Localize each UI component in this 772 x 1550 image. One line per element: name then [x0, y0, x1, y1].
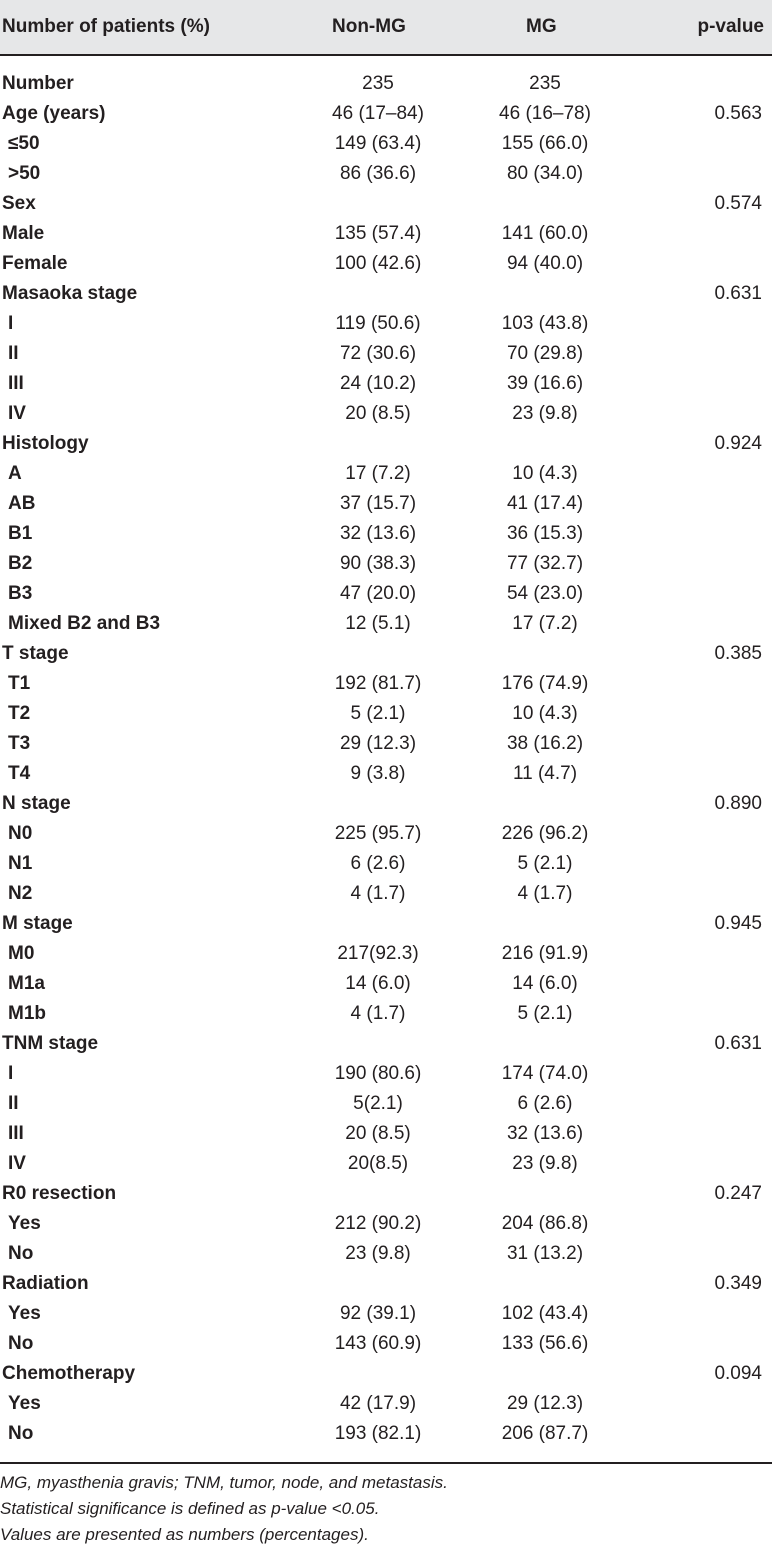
row-label: Masaoka stage — [2, 283, 138, 304]
row-label: IV — [8, 1153, 26, 1174]
row-label: N stage — [2, 793, 71, 814]
row-label: I — [8, 1063, 14, 1084]
row-mg-value: 14 (6.0) — [512, 973, 578, 994]
table-row — [0, 909, 772, 939]
header-p-value: p-value — [697, 16, 764, 37]
table-row — [0, 699, 772, 729]
row-mg-value: 23 (9.8) — [512, 403, 578, 424]
row-label: T4 — [8, 763, 31, 784]
row-p-value: 0.924 — [714, 433, 762, 454]
row-non-mg-value: 190 (80.6) — [334, 1063, 422, 1084]
row-non-mg-value: 100 (42.6) — [334, 253, 422, 274]
row-non-mg-value: 37 (15.7) — [339, 493, 417, 514]
row-non-mg-value: 92 (39.1) — [339, 1303, 417, 1324]
row-label: N2 — [8, 883, 33, 904]
row-non-mg-value: 4 (1.7) — [350, 883, 406, 904]
row-non-mg-value: 225 (95.7) — [334, 823, 422, 844]
row-label: N0 — [8, 823, 33, 844]
row-label: Female — [2, 253, 68, 274]
table-row — [0, 279, 772, 309]
row-mg-value: 204 (86.8) — [501, 1213, 589, 1234]
row-mg-value: 235 — [529, 73, 561, 94]
header-non-mg: Non-MG — [332, 16, 406, 37]
row-non-mg-value: 47 (20.0) — [339, 583, 417, 604]
row-label: Mixed B2 and B3 — [8, 613, 161, 634]
table-row — [0, 189, 772, 219]
table-row — [0, 849, 772, 879]
row-p-value: 0.631 — [714, 1033, 762, 1054]
row-non-mg-value: 20(8.5) — [347, 1153, 409, 1174]
row-mg-value: 39 (16.6) — [506, 373, 584, 394]
row-non-mg-value: 5 (2.1) — [350, 703, 406, 724]
row-non-mg-value: 217(92.3) — [337, 943, 419, 964]
row-non-mg-value: 29 (12.3) — [339, 733, 417, 754]
footnote-abbreviations: MG, myasthenia gravis; TNM, tumor, node, and metastasis. — [0, 1473, 448, 1492]
row-non-mg-value: 5(2.1) — [353, 1093, 403, 1114]
table-row — [0, 339, 772, 369]
row-mg-value: 141 (60.0) — [501, 223, 589, 244]
footnote-significance: Statistical significance is defined as p-value <0.05. — [0, 1499, 380, 1518]
row-label: Histology — [2, 433, 89, 454]
table-row — [0, 1179, 772, 1209]
row-non-mg-value: 20 (8.5) — [345, 403, 411, 424]
row-label: Age (years) — [2, 103, 106, 124]
table-row — [0, 669, 772, 699]
table-row — [0, 639, 772, 669]
table-row — [0, 1419, 772, 1449]
row-mg-value: 38 (16.2) — [506, 733, 584, 754]
row-non-mg-value: 90 (38.3) — [339, 553, 417, 574]
table-row — [0, 1209, 772, 1239]
row-non-mg-value: 20 (8.5) — [345, 1123, 411, 1144]
table-row — [0, 1029, 772, 1059]
row-label: Yes — [8, 1303, 41, 1324]
row-label: >50 — [8, 163, 41, 184]
table-row — [0, 1269, 772, 1299]
row-mg-value: 10 (4.3) — [512, 463, 578, 484]
table-row — [0, 519, 772, 549]
row-p-value: 0.563 — [714, 103, 762, 124]
row-non-mg-value: 14 (6.0) — [345, 973, 411, 994]
row-mg-value: 206 (87.7) — [501, 1423, 589, 1444]
row-mg-value: 176 (74.9) — [501, 673, 589, 694]
row-p-value: 0.385 — [714, 643, 762, 664]
row-mg-value: 23 (9.8) — [512, 1153, 578, 1174]
row-non-mg-value: 119 (50.6) — [335, 313, 421, 334]
row-mg-value: 103 (43.8) — [501, 313, 589, 334]
row-mg-value: 94 (40.0) — [506, 253, 584, 274]
footnote-values: Values are presented as numbers (percentages). — [0, 1525, 369, 1544]
row-mg-value: 46 (16–78) — [499, 103, 591, 124]
table-row — [0, 129, 772, 159]
table-row — [0, 1239, 772, 1269]
row-label: III — [8, 1123, 24, 1144]
table-row — [0, 1329, 772, 1359]
row-mg-value: 216 (91.9) — [501, 943, 589, 964]
row-mg-value: 80 (34.0) — [506, 163, 584, 184]
row-mg-value: 36 (15.3) — [506, 523, 584, 544]
row-label: III — [8, 373, 24, 394]
row-label: Yes — [8, 1393, 41, 1414]
table-row — [0, 159, 772, 189]
row-p-value: 0.247 — [714, 1183, 762, 1204]
table-row — [0, 249, 772, 279]
table-row — [0, 489, 772, 519]
row-non-mg-value: 143 (60.9) — [334, 1333, 422, 1354]
row-mg-value: 11 (4.7) — [512, 763, 578, 784]
row-non-mg-value: 6 (2.6) — [350, 853, 406, 874]
row-p-value: 0.349 — [714, 1273, 762, 1294]
row-non-mg-value: 9 (3.8) — [350, 763, 406, 784]
table-row — [0, 1059, 772, 1089]
row-label: T3 — [8, 733, 31, 754]
row-label: M0 — [8, 943, 35, 964]
table-row — [0, 459, 772, 489]
table-row — [0, 879, 772, 909]
table-row — [0, 549, 772, 579]
row-label: Number — [2, 73, 74, 94]
row-mg-value: 70 (29.8) — [506, 343, 584, 364]
table-row — [0, 69, 772, 99]
row-label: A — [8, 463, 22, 484]
row-label: ≤50 — [8, 133, 40, 154]
row-mg-value: 77 (32.7) — [506, 553, 584, 574]
header-number-of-patients: Number of patients (%) — [2, 16, 210, 37]
row-label: I — [8, 313, 14, 334]
row-label: Yes — [8, 1213, 41, 1234]
table-row — [0, 939, 772, 969]
row-label: B1 — [8, 523, 33, 544]
row-non-mg-value: 212 (90.2) — [334, 1213, 422, 1234]
row-label: T2 — [8, 703, 31, 724]
row-p-value: 0.890 — [714, 793, 762, 814]
row-label: No — [8, 1333, 34, 1354]
row-label: M1a — [8, 973, 45, 994]
row-non-mg-value: 192 (81.7) — [334, 673, 422, 694]
row-p-value: 0.094 — [714, 1363, 762, 1384]
row-label: M1b — [8, 1003, 46, 1024]
row-non-mg-value: 86 (36.6) — [339, 163, 417, 184]
table-row — [0, 1299, 772, 1329]
row-label: Male — [2, 223, 45, 244]
table-row — [0, 609, 772, 639]
row-label: No — [8, 1423, 34, 1444]
row-label: Chemotherapy — [2, 1363, 136, 1384]
table-row — [0, 1389, 772, 1419]
row-label: Sex — [2, 193, 36, 214]
row-non-mg-value: 17 (7.2) — [345, 463, 411, 484]
table-row — [0, 399, 772, 429]
row-non-mg-value: 193 (82.1) — [334, 1423, 422, 1444]
row-label: IV — [8, 403, 26, 424]
table-header — [0, 0, 772, 54]
row-label: II — [8, 343, 19, 364]
row-label: II — [8, 1093, 19, 1114]
table-row — [0, 429, 772, 459]
table-body — [0, 56, 772, 1449]
row-mg-value: 6 (2.6) — [517, 1093, 573, 1114]
table-row — [0, 219, 772, 249]
table-row — [0, 1119, 772, 1149]
row-non-mg-value: 46 (17–84) — [332, 103, 424, 124]
row-mg-value: 174 (74.0) — [501, 1063, 589, 1084]
row-mg-value: 4 (1.7) — [517, 883, 573, 904]
row-label: TNM stage — [2, 1033, 99, 1054]
row-non-mg-value: 72 (30.6) — [339, 343, 417, 364]
row-mg-value: 155 (66.0) — [501, 133, 589, 154]
row-label: B3 — [8, 583, 33, 604]
row-mg-value: 10 (4.3) — [512, 703, 578, 724]
row-non-mg-value: 149 (63.4) — [334, 133, 422, 154]
row-non-mg-value: 32 (13.6) — [339, 523, 417, 544]
row-non-mg-value: 235 — [362, 73, 394, 94]
row-mg-value: 17 (7.2) — [512, 613, 578, 634]
row-label: No — [8, 1243, 34, 1264]
row-mg-value: 5 (2.1) — [517, 1003, 573, 1024]
row-non-mg-value: 42 (17.9) — [339, 1393, 417, 1414]
row-mg-value: 226 (96.2) — [501, 823, 589, 844]
row-label: Radiation — [2, 1273, 89, 1294]
row-non-mg-value: 12 (5.1) — [345, 613, 411, 634]
row-label: M stage — [2, 913, 73, 934]
row-label: T1 — [8, 673, 31, 694]
row-label: B2 — [8, 553, 33, 574]
row-mg-value: 54 (23.0) — [506, 583, 584, 604]
row-label: T stage — [2, 643, 69, 664]
row-non-mg-value: 4 (1.7) — [350, 1003, 406, 1024]
row-mg-value: 31 (13.2) — [506, 1243, 584, 1264]
table-row — [0, 999, 772, 1029]
row-p-value: 0.574 — [714, 193, 762, 214]
table-row — [0, 309, 772, 339]
table-row — [0, 789, 772, 819]
row-mg-value: 41 (17.4) — [506, 493, 584, 514]
row-mg-value: 133 (56.6) — [501, 1333, 589, 1354]
table-row — [0, 759, 772, 789]
table-row — [0, 729, 772, 759]
table-row — [0, 969, 772, 999]
row-mg-value: 5 (2.1) — [517, 853, 573, 874]
table-row — [0, 819, 772, 849]
row-non-mg-value: 135 (57.4) — [334, 223, 422, 244]
row-p-value: 0.945 — [714, 913, 762, 934]
row-label: N1 — [8, 853, 33, 874]
table-row — [0, 1089, 772, 1119]
row-mg-value: 29 (12.3) — [506, 1393, 584, 1414]
table-row — [0, 579, 772, 609]
table-bottom-rule — [0, 1462, 772, 1464]
row-p-value: 0.631 — [714, 283, 762, 304]
table-row — [0, 99, 772, 129]
header-mg: MG — [526, 16, 557, 37]
row-mg-value: 32 (13.6) — [506, 1123, 584, 1144]
table-row — [0, 1359, 772, 1389]
row-non-mg-value: 24 (10.2) — [339, 373, 417, 394]
table-footnotes — [0, 1470, 448, 1548]
table-row — [0, 369, 772, 399]
row-label: AB — [8, 493, 36, 514]
row-label: R0 resection — [2, 1183, 117, 1204]
row-mg-value: 102 (43.4) — [501, 1303, 589, 1324]
table-row — [0, 1149, 772, 1179]
row-non-mg-value: 23 (9.8) — [345, 1243, 411, 1264]
